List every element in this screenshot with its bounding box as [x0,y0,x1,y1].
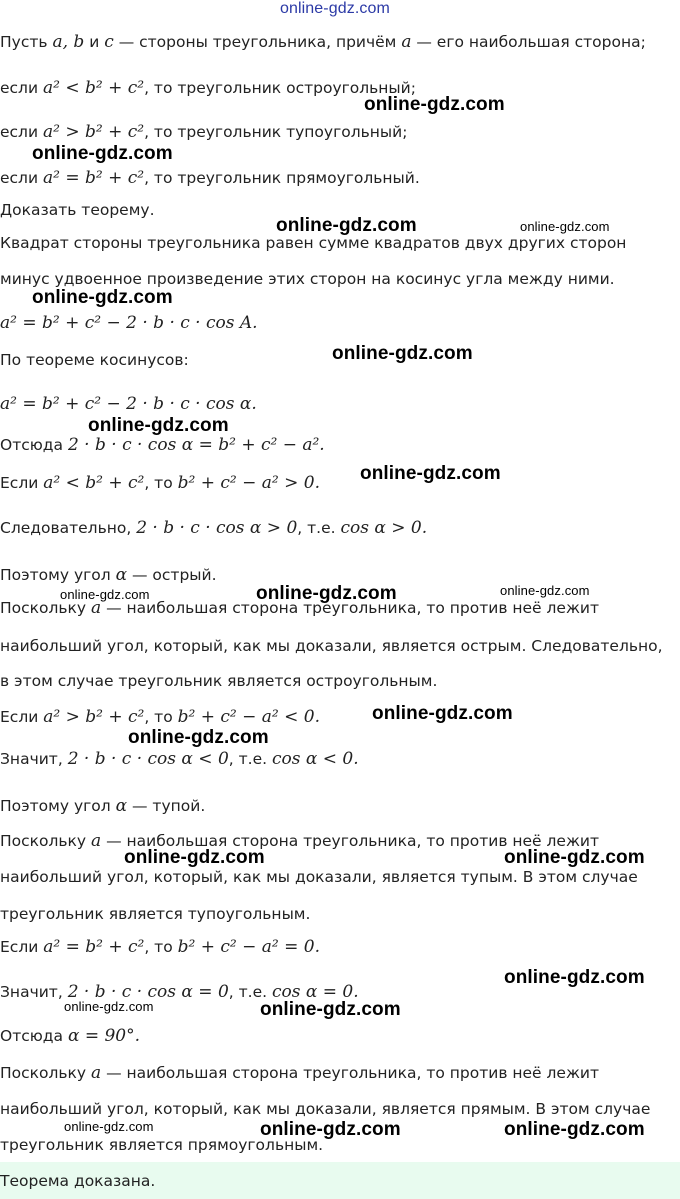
math-expression: 2 · b · c · cos α > 0 [136,518,298,538]
text-fragment: минус удвоенное произведение этих сторон на косинус угла между ними. [0,270,615,288]
watermark: online-gdz.com [332,343,473,364]
text-line-intro [0,31,646,53]
watermark-small: online-gdz.com [64,1119,154,1134]
text-fragment: Отсюда [0,1027,68,1045]
math-expression: a² = b² + c² − 2 · b · c · cos α. [0,394,257,414]
text-line-cons2 [0,748,359,770]
watermark: online-gdz.com [32,287,173,308]
text-line-since2c [0,903,310,925]
text-line-obtuse [0,795,205,817]
watermark: online-gdz.com [88,415,229,436]
text-line-since1b [0,635,663,657]
text-fragment: , т.е. [228,750,272,768]
watermark: online-gdz.com [372,703,513,724]
text-fragment: Значит, [0,983,68,1001]
text-fragment: и [84,33,105,51]
math-expression: a [91,1063,102,1083]
math-expression: cos α < 0. [271,749,359,769]
math-expression: a, [52,32,74,52]
text-fragment: — тупой. [127,797,206,815]
conclusion-box [0,1162,680,1199]
math-expression: a [401,32,412,52]
math-expression: α [115,565,128,585]
text-fragment: Пусть [0,33,53,51]
text-fragment: , то [144,474,178,492]
text-fragment: , то [144,938,178,956]
text-fragment: треугольник является прямоугольным. [0,1136,324,1154]
text-fragment: Поскольку [0,599,92,617]
text-line-formulaA [0,312,258,334]
text-fragment: если [0,79,43,97]
text-fragment: , т.е. [297,519,341,537]
text-line-prove [0,199,155,221]
text-fragment: Если [0,708,44,726]
text-fragment: , то треугольник прямоугольный. [144,169,420,187]
text-fragment: наибольший угол, который, как мы доказали, является прямым. В этом случае [0,1100,651,1118]
text-line-case3 [0,167,420,189]
text-line-case1 [0,77,416,99]
math-expression: b² + c² − a² < 0. [177,707,320,727]
watermark-small: online-gdz.com [64,999,154,1014]
watermark-small: online-gdz.com [60,587,150,602]
text-fragment: если [0,169,43,187]
math-expression: a [91,831,102,851]
text-line-right [0,1025,140,1047]
text-fragment: Поэтому угол [0,797,116,815]
text-line-since3a [0,1062,599,1084]
text-line-if1 [0,472,320,494]
text-line-since1a [0,597,599,619]
text-fragment: треугольник является тупоугольным. [0,905,311,923]
text-line-bycos [0,349,189,371]
text-fragment: , то треугольник остроугольный; [144,79,416,97]
watermark: online-gdz.com [124,847,265,868]
text-line-since3b [0,1098,650,1120]
math-expression: a² = b² + c² − 2 · b · c · cos A. [0,313,258,333]
text-fragment: в этом случае треугольник является остроугольным. [0,672,438,690]
watermark: online-gdz.com [364,94,505,115]
math-expression: a [91,598,102,618]
math-expression: b [73,32,85,52]
text-fragment: если [0,123,43,141]
text-line-since3c [0,1134,323,1156]
text-fragment: — наибольшая сторона треугольника, то против неё лежит [101,599,600,617]
text-fragment: наибольший угол, который, как мы доказали, является острым. Следовательно, [0,637,663,655]
watermark: online-gdz.com [360,463,501,484]
text-line-since1c [0,670,437,692]
text-line-formulaAlpha [0,393,257,415]
text-fragment: Следовательно, [0,519,137,537]
math-expression: a² > b² + c² [43,707,145,727]
watermark-small: online-gdz.com [520,219,610,234]
math-expression: c [104,32,114,52]
math-expression: α [115,796,128,816]
text-line-if3 [0,936,320,958]
math-expression: cos α > 0. [340,518,428,538]
watermark: online-gdz.com [276,215,417,236]
watermark: online-gdz.com [260,999,401,1020]
watermark: online-gdz.com [504,1119,645,1140]
text-fragment: — наибольшая сторона треугольника, то против неё лежит [101,1064,600,1082]
text-line-since2b [0,866,638,888]
math-expression: 2 · b · c · cos α = b² + c² − a². [67,435,325,455]
text-fragment: , то треугольник тупоугольный; [144,123,408,141]
text-line-case2 [0,121,407,143]
text-line-if2 [0,706,320,728]
text-line-since2a [0,830,599,852]
text-fragment: — наибольшая сторона треугольника, то против неё лежит [101,832,600,850]
text-fragment: — его наибольшая сторона; [411,33,646,51]
math-expression: a² < b² + c² [43,473,145,493]
text-line-law2 [0,268,615,290]
watermark: online-gdz.com [504,847,645,868]
text-fragment: , т.е. [228,983,272,1001]
text-fragment: По теореме косинусов: [0,351,189,369]
math-expression: a² > b² + c² [42,122,145,142]
text-fragment: — стороны треугольника, причём [113,33,402,51]
math-expression: a² = b² + c² [42,168,145,188]
text-fragment: — острый. [127,566,217,584]
text-line-cons3 [0,981,359,1003]
text-fragment: Значит, [0,750,68,768]
math-expression: 2 · b · c · cos α < 0 [67,749,229,769]
watermark: online-gdz.com [260,1119,401,1140]
math-expression: b² + c² − a² > 0. [177,473,320,493]
watermark-top: online-gdz.com [280,0,390,17]
text-fragment: Поскольку [0,832,92,850]
text-line-hence [0,434,325,456]
text-fragment: Квадрат стороны треугольника равен сумме квадратов двух других сторон [0,234,627,252]
text-fragment: Если [0,938,44,956]
math-expression: 2 · b · c · cos α = 0 [67,982,229,1002]
math-expression: α = 90°. [67,1026,141,1046]
math-expression: a² = b² + c² [43,937,145,957]
text-line-acute [0,564,217,586]
text-line-law1 [0,232,626,254]
math-expression: a² < b² + c² [42,78,145,98]
text-fragment: Если [0,474,44,492]
text-line-cons1 [0,517,427,539]
text-fragment: Доказать теорему. [0,201,155,219]
math-expression: b² + c² − a² = 0. [177,937,320,957]
text-fragment: Поэтому угол [0,566,116,584]
text-fragment: , то [144,708,178,726]
conclusion-text: Теорема доказана. [0,1172,156,1190]
watermark: online-gdz.com [128,727,269,748]
text-fragment: Отсюда [0,436,68,454]
text-fragment: Поскольку [0,1064,92,1082]
watermark: online-gdz.com [256,583,397,604]
text-fragment: наибольший угол, который, как мы доказали, является тупым. В этом случае [0,868,638,886]
math-expression: cos α = 0. [271,982,359,1002]
watermark: online-gdz.com [504,967,645,988]
watermark: online-gdz.com [32,143,173,164]
watermark-small: online-gdz.com [500,583,590,598]
